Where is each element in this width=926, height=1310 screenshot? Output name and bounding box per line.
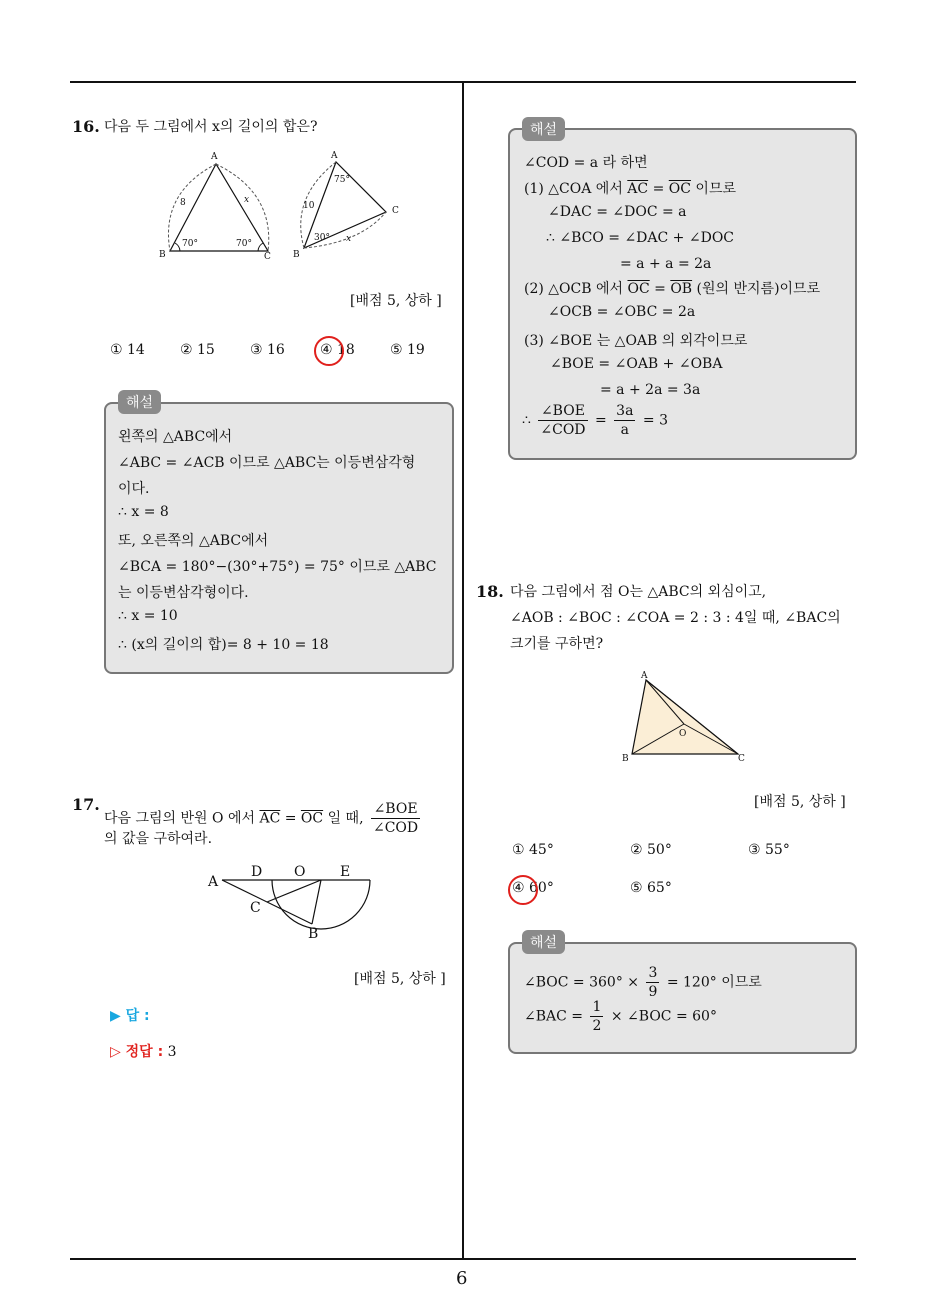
q18-explanation-box — [508, 942, 857, 1054]
q18-expl-frac1 — [646, 964, 659, 1001]
q16-choices — [110, 342, 450, 362]
q17-expl-frac1 — [538, 402, 587, 439]
q17-expl-seg-oc2: $\overline{OC}$ — [627, 281, 650, 297]
q17-explanation-tag: 해설 — [522, 117, 565, 141]
q17-text-mid: 일 때, — [323, 810, 364, 827]
q17-frac-den: ∠COD — [372, 820, 419, 836]
q17-frac-num: ∠BOE — [371, 800, 420, 819]
q18-number: 18. — [476, 582, 504, 601]
q17-correct-value: 3 — [167, 1044, 177, 1060]
q17-expl-l5: = a + a = 2a — [620, 256, 712, 272]
q18-choice-3[interactable]: ③ 55° — [748, 842, 790, 858]
q17-fig-o: O — [294, 864, 306, 880]
q18-choice-4[interactable]: ④ 60° — [512, 880, 554, 896]
q16-expl-line-2: ∠ABC = ∠ACB 이므로 △ABC는 이등변삼각형 — [118, 455, 416, 471]
q17-correct-line — [110, 1041, 177, 1061]
q17-answer-label: ▶ 답 : — [110, 1008, 150, 1024]
q18-expl-l1 — [524, 964, 762, 1001]
q17-expl-frac1-num: ∠BOE — [538, 402, 587, 421]
q17-expl-seg-ac: $\overline{AC}$ — [627, 181, 649, 197]
q16-expl-line-9: ∴ (x의 길이의 합)= 8 + 10 = 18 — [118, 637, 329, 653]
q18-expl-l1a: ∠BOC = 360° × — [524, 974, 640, 991]
fig2-label-b: B — [293, 250, 300, 260]
q18-points: [배점 5, 상하 ] — [754, 794, 846, 810]
q17-expl-frac2-num: 3a — [616, 403, 634, 419]
fig2-angle-a: 75° — [334, 175, 350, 185]
q18-choices-row2 — [512, 880, 852, 900]
q18-expl-frac2-num: 1 — [592, 999, 602, 1015]
q18-line2: ∠AOB : ∠BOC : ∠COA = 2 : 3 : 4일 때, ∠BAC의 — [510, 610, 841, 626]
fig1-side-right: x — [244, 195, 250, 205]
bottom-rule — [70, 1258, 856, 1260]
q18-line1: 다음 그림에서 점 O는 △ABC의 외심이고, — [510, 584, 767, 600]
q17-explanation-box — [508, 128, 857, 460]
q17-expl-l6c: = — [649, 281, 671, 297]
q18-expl-frac2-den: 2 — [592, 1018, 602, 1034]
q16-selected-mark — [314, 336, 344, 366]
q17-expl-l2c: = — [648, 181, 669, 197]
q17-expl-l1: ∠COD = a 라 하면 — [524, 155, 648, 171]
q16-expl-line-7: 는 이등변삼각형이다. — [118, 585, 249, 601]
q17-expl-l6 — [524, 278, 820, 298]
fig1-label-c: C — [264, 252, 271, 262]
q18-explanation-tag: 해설 — [522, 930, 565, 954]
q17-question-line2: 의 값을 구하여라. — [104, 831, 213, 847]
q18-fig-o: O — [679, 729, 687, 739]
q18-figure — [616, 666, 756, 766]
q17-expl-eq2: = 3 — [642, 412, 668, 429]
q16-text: 다음 두 그림에서 x의 길이의 합은? — [104, 119, 318, 135]
q17-fig-c: C — [250, 900, 261, 916]
q18-line3: 크기를 구하면? — [510, 636, 604, 652]
q17-expl-frac2-den: a — [620, 422, 629, 438]
q16-expl-line-6: ∠BCA = 180°−(30°+75°) = 75° 이므로 △ABC — [118, 559, 437, 575]
q17-expl-l8: (3) ∠BOE 는 △OAB 의 외각이므로 — [524, 333, 748, 349]
q17-fraction — [371, 800, 420, 837]
q18-expl-l1b: = 120° 이므로 — [666, 974, 762, 991]
q18-expl-frac2 — [590, 998, 603, 1035]
fig1-angle-b: 70° — [182, 239, 198, 249]
q18-fig-c: C — [738, 754, 745, 764]
q17-expl-seg-ob: $\overline{OB}$ — [670, 281, 693, 297]
q18-expl-l2a: ∠BAC = — [524, 1008, 584, 1025]
q17-expl-l11 — [522, 402, 668, 439]
q18-fig-a: A — [641, 671, 648, 681]
q17-number: 17. — [72, 795, 100, 814]
q17-expl-l10: = a + 2a = 3a — [600, 382, 701, 398]
fig2-side-arc: x — [346, 234, 352, 244]
fig1-side-left: 8 — [180, 198, 186, 208]
q17-expl-frac1-den: ∠COD — [540, 422, 586, 438]
q17-expl-l2e: 이므로 — [690, 181, 736, 197]
q18-choice-5[interactable]: ⑤ 65° — [630, 880, 672, 896]
q17-fig-b: B — [308, 926, 319, 942]
q18-expl-l2b: × ∠BOC = 60° — [610, 1008, 717, 1025]
fig2-side-left: 10 — [303, 201, 315, 211]
q18-expl-frac1-den: 9 — [648, 984, 658, 1000]
q17-expl-l2 — [524, 178, 736, 198]
q16-number: 16. — [72, 117, 100, 136]
q17-expl-l4: ∴ ∠BCO = ∠DAC + ∠DOC — [546, 230, 735, 246]
q18-fig-b: B — [622, 754, 629, 764]
q16-choice-1[interactable]: ① 14 — [110, 342, 145, 358]
q17-fig-a: A — [208, 874, 219, 890]
q16-explanation-box — [104, 402, 454, 674]
q17-expl-l6e: (원의 반지름)이므로 — [692, 281, 821, 297]
q16-figure — [150, 148, 430, 266]
q16-explanation-tag: 해설 — [118, 390, 161, 414]
fig2-label-a: A — [331, 151, 338, 161]
q17-text-before: 다음 그림의 반원 O 에서 — [104, 810, 255, 827]
q17-points: [배점 5, 상하 ] — [354, 971, 446, 987]
q18-choice-1[interactable]: ① 45° — [512, 842, 554, 858]
q16-choice-2[interactable]: ② 15 — [180, 342, 215, 358]
q17-expl-eq1: = — [594, 412, 607, 429]
q16-points: [배점 5, 상하 ] — [350, 293, 442, 309]
q16-expl-line-5: 또, 오른쪽의 △ABC에서 — [118, 533, 269, 549]
q17-expl-l2a: (1) △COA 에서 — [524, 181, 628, 197]
q17-eq: = — [280, 810, 301, 827]
q17-figure — [200, 860, 390, 942]
q16-choice-3[interactable]: ③ 16 — [250, 342, 285, 358]
q17-fig-d: D — [251, 864, 263, 880]
q18-choices-row1 — [512, 842, 852, 862]
q17-expl-l7: ∠OCB = ∠OBC = 2a — [548, 304, 696, 320]
q17-fig-e: E — [340, 864, 351, 880]
q17-expl-l6a: (2) △OCB 에서 — [524, 281, 628, 297]
q18-choice-2[interactable]: ② 50° — [630, 842, 672, 858]
q18-expl-frac1-num: 3 — [648, 965, 658, 981]
q16-expl-line-1: 왼쪽의 △ABC에서 — [118, 429, 233, 445]
fig2-angle-b: 30° — [314, 233, 330, 243]
fig1-label-a: A — [211, 152, 218, 162]
q18-selected-mark — [508, 875, 538, 905]
column-divider — [462, 82, 464, 1260]
q17-seg-ac: $\overline{AC}$ — [259, 810, 281, 827]
q17-expl-therefore: ∴ — [522, 412, 531, 429]
page-number: 6 — [456, 1268, 468, 1289]
fig1-angle-c: 70° — [236, 239, 252, 249]
fig2-label-c: C — [392, 206, 399, 216]
q17-expl-l9: ∠BOE = ∠OAB + ∠OBA — [550, 356, 723, 372]
q16-choice-4[interactable]: ④ 18 — [320, 342, 355, 358]
q17-correct-label: ▷ 정답 : — [110, 1044, 164, 1060]
q17-expl-frac2 — [614, 402, 635, 439]
fig1-label-b: B — [159, 250, 166, 260]
q17-expl-l3: ∠DAC = ∠DOC = a — [548, 204, 687, 220]
q16-expl-line-8: ∴ x = 10 — [118, 608, 178, 624]
q16-choice-5[interactable]: ⑤ 19 — [390, 342, 425, 358]
q18-expl-l2 — [524, 998, 717, 1035]
q17-seg-oc: $\overline{OC}$ — [300, 810, 324, 827]
q16-expl-line-4: ∴ x = 8 — [118, 504, 169, 520]
q16-expl-line-3: 이다. — [118, 481, 150, 497]
q17-expl-seg-oc: $\overline{OC}$ — [668, 181, 691, 197]
